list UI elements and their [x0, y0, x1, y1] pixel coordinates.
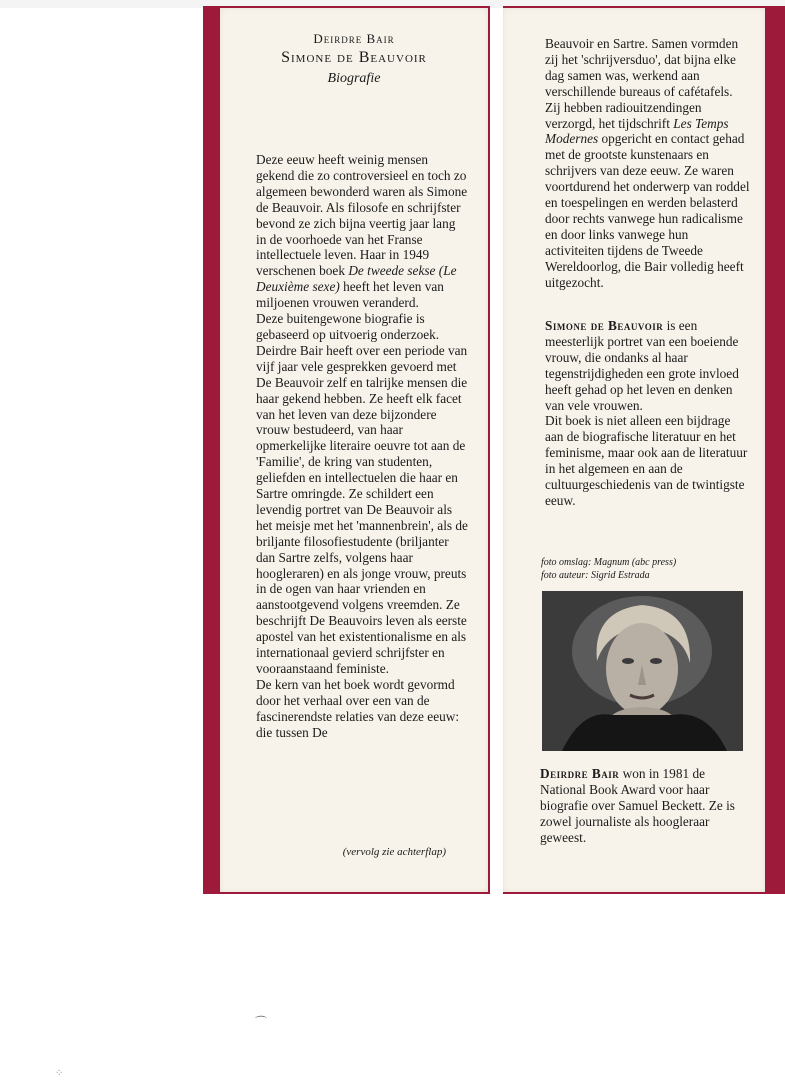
credit-cover: foto omslag: Magnum (abc press) — [541, 557, 677, 568]
title-lead: Simone de Beauvoir — [545, 318, 664, 333]
author-photo-illustration — [542, 591, 743, 751]
book-subtitle: Biografie — [327, 71, 381, 86]
book-title: Simone de Beauvoir — [281, 49, 427, 66]
paragraph-contribution: Dit boek is niet alleen een bijdrage aan de biografische literatuur en het feminisme, maar ook aan de literatuur in het algemeen en aan de cultuurgeschiedenis van de twintigste eeuw. — [545, 413, 748, 508]
paragraph-core: De kern van het boek wordt gevormd door het verhaal over een van de fascinerendste relaties van deze eeuw: die tussen De — [256, 676, 460, 740]
paragraph-intro: Deze eeuw heeft weinig mensen gekend die zo controversieel en toch zo algemeen bewonderd waren als Simone de Beauvoir. Als filosofe en schrijfster bevond ze zich bijna veertig jaar lang in de voorhoede van het Franse intellectuele leven. Haar in 1949 verschenen boek De tweede sekse (Le Deuxième sexe) heeft het leven van miljoenen vrouwen veranderd. — [256, 152, 468, 311]
right-flap-text-top — [545, 36, 750, 291]
paragraph-research: Deze buitengewone biografie is gebaseerd op uitvoerig onderzoek. Deirdre Bair heeft over een periode van vijf jaar vele gesprekken gevoerd met De Beauvoir zelf en talrijke mensen die haar gekend hebben. Ze heeft elk facet van het leven van deze bijzondere vrouw bestudeerd, van haar opmerkelijke literaire oeuvre tot aan de 'Familie', de kring van studenten, geliefden en intellectuelen die haar en Sartre omringde. Ze schildert een levendig portret van De Beauvoir als het meisje met het 'mannenbrein', als de briljante filosofiestudente (briljanter dan Sartre zelfs, volgens haar hoogleraren) en als jonge vrouw, preuts in de ogen van haar vrienden en aanstootgevend volgens vreemden. Ze beschrijft De Beauvoirs leven als eerste apostel van het existentionalisme en als internationaal gevierd schrijfster en vooraanstaand feministe. — [256, 311, 468, 676]
author-bio: Deirdre Bair won in 1981 de National Book Award voor haar biografie over Samuel Beckett. Ze is zowel journaliste als hoogleraar geweest. — [540, 766, 735, 845]
book-reference: De tweede sekse (Le Deuxième sexe) — [256, 263, 457, 295]
credit-author: foto auteur: Sigrid Estrada — [541, 570, 650, 581]
paragraph-portrait: Simone de Beauvoir is een meesterlijk portret van een boeiende vrouw, die ondanks al haar tegenstrijdigheden een grote invloed heeft gehad op het leven en denken van vele vrouwen. — [545, 318, 739, 413]
scan-mark: ⌒ — [255, 1015, 268, 1029]
flap-header — [220, 30, 488, 90]
paragraph-duo: Beauvoir en Sartre. Samen vormden zij het 'schrijversduo', dat bijna elke dag samen was, werkend aan verschillende bureaus of cafétafels. Zij hebben radiouitzendingen verzorgd, het tijdschrift Les Temps Modernes opgericht en contact gehad met de grootste kunstenaars en schrijvers van deze eeuw. Ze waren voortdurend het onderwerp van roddel en toespelingen en werden belasterd door rechts vanwege hun radicalisme en door links vanwege hun activiteiten tijdens de Tweede Wereldoorlog, die Bair volledig heeft uitgezocht. — [545, 36, 750, 290]
photo-credits — [541, 556, 676, 582]
continued-note: (vervolg zie achterflap) — [342, 846, 446, 858]
scan-corner-mark: ⁘ — [55, 1068, 64, 1079]
author-photo — [542, 591, 743, 751]
author-name: Deirdre Bair — [313, 31, 395, 46]
right-flap-text-summary — [545, 318, 750, 509]
magazine-reference: Les Temps Modernes — [545, 115, 729, 147]
bio-lead: Deirdre Bair — [540, 766, 620, 781]
left-flap-text — [256, 152, 468, 741]
